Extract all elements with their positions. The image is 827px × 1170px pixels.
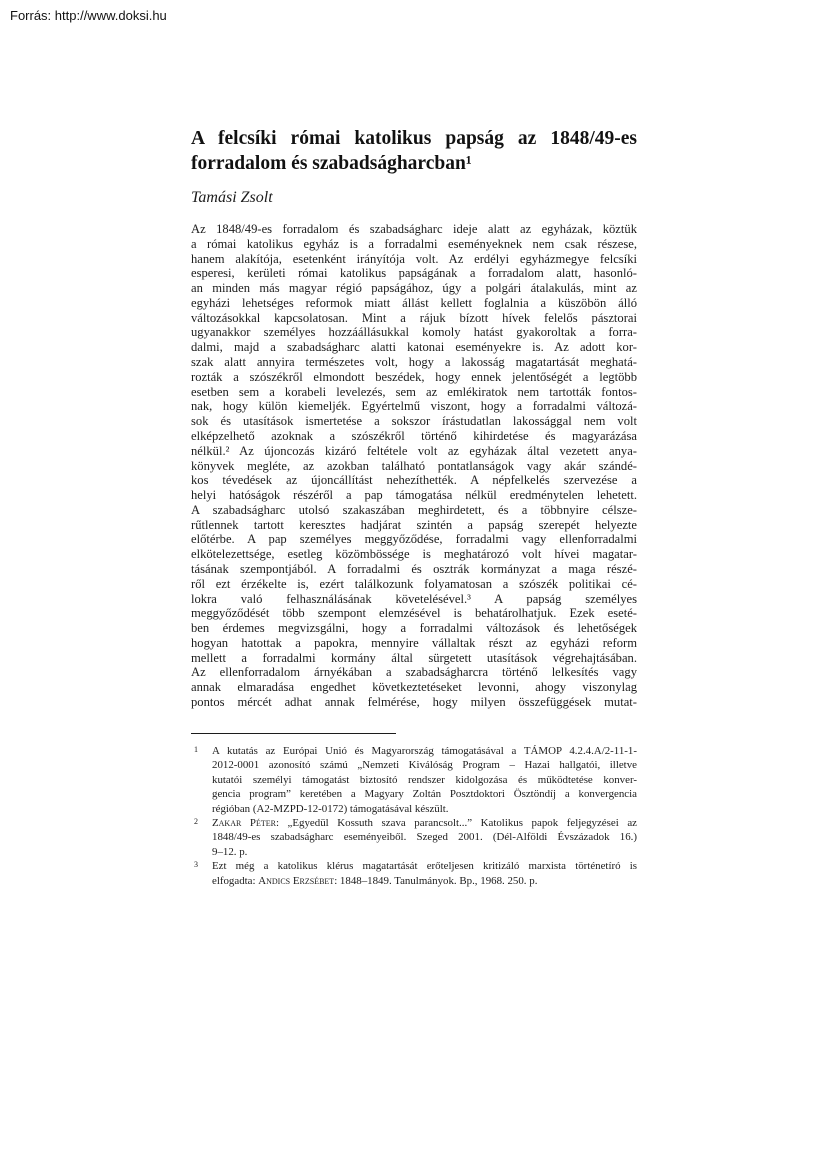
body-line: egyházi lehetséges reformok miatt állást kellett foglalnia a küszöbön álló (191, 295, 637, 310)
body-line: mellett a forradalmi kormány által sürgetett utasítások végrehajtásában. (191, 650, 637, 665)
body-line: ről ezt érzékelte is, ezért találkozunk folyamatosan a szószék politikai cé- (191, 576, 637, 591)
footnote (191, 744, 637, 816)
body-line: annak elmaradása engedhet következtetéseket levonni, ahogy viszonylag (191, 680, 637, 695)
footnote-run: Ezt még a katolikus klérus magatartását erőteljesen kritizáló marxista történetíró is (212, 860, 637, 873)
footnote-run: kutatói személyi támogatást biztosító rendszer kidolgozása és működtetése konver- (212, 773, 637, 786)
footnote-text (212, 816, 637, 859)
body-line: ugyanakkor személyes hozzáállásukkal komoly hatást gyakoroltak a forra- (191, 325, 637, 340)
small-caps-name: Zakar Péter (212, 817, 276, 830)
body-line: Az ellenforradalom árnyékában a szabadságharcra történő lelkesítés vagy (191, 665, 637, 680)
body-line: elkötelezettsége, esetleg közömbössége is meghatározó volt hívei magatar- (191, 547, 637, 562)
footnote-marker: 1 (194, 745, 198, 754)
body-line: an minden más magyar régió papságához, úgy a polgári átalakulás, mint az (191, 281, 637, 296)
body-line: esetben sem a korabeli levelezés, sem az emlékiratok nem tartották fontos- (191, 384, 637, 399)
footnote (191, 816, 637, 859)
body-line: Az 1848/49-es forradalom és szabadságharc ideje alatt az egyházak, köztük (191, 222, 637, 236)
footnote-line (212, 845, 637, 859)
footnote (191, 859, 637, 888)
body-line: a római katolikus egyház is a forradalmi eseményeknek nem csak részese, (191, 236, 637, 251)
footnote-line (212, 816, 637, 830)
body-line: meggyőződését több szempont elemzésével is behatárolhatjuk. Ezek eseté- (191, 606, 637, 621)
footnote-line (212, 744, 637, 758)
body-line: esperesi, kerületi római katolikus papságának a forradalom alatt, hasonló- (191, 266, 637, 281)
body-line: rűtlennek tartott keresztes hadjárat szintén a papság szerepét helyezte (191, 517, 637, 532)
body-line: sok és utasítások ismertetése a sokszor írástudatlan lakossággal nem volt (191, 414, 637, 429)
body-line: könyvek megléte, az azokban található pontatlanságok vagy akár szándé- (191, 458, 637, 473)
body-line: szak alatt annyira természetes volt, hogy a lakosság magatartását meghatá- (191, 355, 637, 370)
article-title-line-1: A felcsíki római katolikus papság az 1848/49-es (191, 128, 637, 149)
footnote-run: : 1848–1849. Tanulmányok. Bp., 1968. 250. p. (334, 874, 538, 887)
small-caps-name: Andics Erzsébet (258, 874, 335, 887)
footnote-marker: 2 (194, 817, 198, 827)
footnote-line (212, 874, 637, 888)
footnote-marker: 3 (194, 860, 198, 870)
footnote-separator (191, 733, 396, 734)
source-watermark: Forrás: http://www.doksi.hu (10, 8, 167, 23)
footnote-line (212, 758, 637, 772)
body-line: ben érdemes megvizsgálni, hogy a forradalmi változások és lehetőségek (191, 621, 637, 636)
body-line: lokra való felhasználásának követelésével.³ A papság személyes (191, 591, 637, 606)
body-line: nélkül.² Az újoncozás kizáró feltétele volt az egyházak által vezetett anya- (191, 443, 637, 458)
footnote-line (212, 787, 637, 801)
footnote-run: 9–12. p. (212, 845, 248, 858)
body-line: dalmi, majd a szabadságharc alatti katonai eseményekre is. Az adott kor- (191, 340, 637, 355)
footnote-text (212, 859, 637, 888)
body-line: kos tévedések az újoncállítást nehezíthették. A népfelkelés szervezése a (191, 473, 637, 488)
footnote-run: gencia program” keretében a Magyary Zoltán Posztdoktori Ösztöndíj a konvergencia (212, 788, 637, 801)
body-line: helyi hatóságok részéről a pap támogatása nélkül eredménytelen lehetett. (191, 488, 637, 503)
author-name: Tamási Zsolt (191, 189, 273, 206)
footnote-run: A kutatás az Európai Unió és Magyarország támogatásával a TÁMOP 4.2.4.A/2-11-1- (212, 745, 637, 757)
footnote-line (212, 830, 637, 844)
footnotes-section (191, 744, 637, 888)
page-content (191, 0, 637, 1170)
body-line: nak, hogy külön kiemeljék. Egyértelmű viszont, hogy a forradalmi változá- (191, 399, 637, 414)
article-title-line-2: forradalom és szabadságharcban¹ (191, 152, 472, 174)
footnote-run: 1848/49-es szabadságharc eseményeiből. Szeged 2001. (Dél-Alföldi Évszázadok 16.) (212, 831, 637, 844)
body-line: pontos mércét adhat annak felmérése, hogy milyen összefüggések mutat- (191, 695, 637, 709)
body-line: tásának szempontjából. A forradalmi és osztrák kormányzat a maga részé- (191, 561, 637, 576)
footnote-run: : „Egyedül Kossuth szava parancsolt...” Katolikus papok feljegyzései az (275, 817, 637, 830)
body-line: előtérbe. A pap személyes meggyőződése, forradalmi vagy ellenforradalmi (191, 532, 637, 547)
footnote-line (212, 802, 637, 816)
footnote-line (212, 773, 637, 787)
footnote-run: elfogadta: (212, 874, 259, 887)
body-line: elképzelhető azoknak a szószékről történő kihirdetése és magyarázása (191, 428, 637, 443)
footnote-run: 2012-0001 azonosító számú „Nemzeti Kiválóság Program – Hazai hallgatói, illetve (212, 759, 637, 772)
body-line: hogyan hatottak a papokra, mennyire vállaltak részt az egyházi reform (191, 635, 637, 650)
body-line: változásokkal kapcsolatosan. Mint a rájuk bízott hívek felelős pásztorai (191, 310, 637, 325)
body-line: rozták a szószékről elmondott beszédek, hogy ennek jelentőségét a legtöbb (191, 369, 637, 384)
footnote-run: régióban (A2-MZPD-12-0172) támogatásával készült. (212, 802, 449, 815)
article-body (191, 222, 637, 710)
footnote-text (212, 744, 637, 816)
article-title (191, 127, 637, 176)
body-line: hanem alakítója, esetenként irányítója volt. Az erdélyi egyházmegye felcsíki (191, 251, 637, 266)
body-line: A szabadságharc utolsó szakaszában meghirdetett, és a többnyire célsze- (191, 502, 637, 517)
footnote-line (212, 859, 637, 873)
